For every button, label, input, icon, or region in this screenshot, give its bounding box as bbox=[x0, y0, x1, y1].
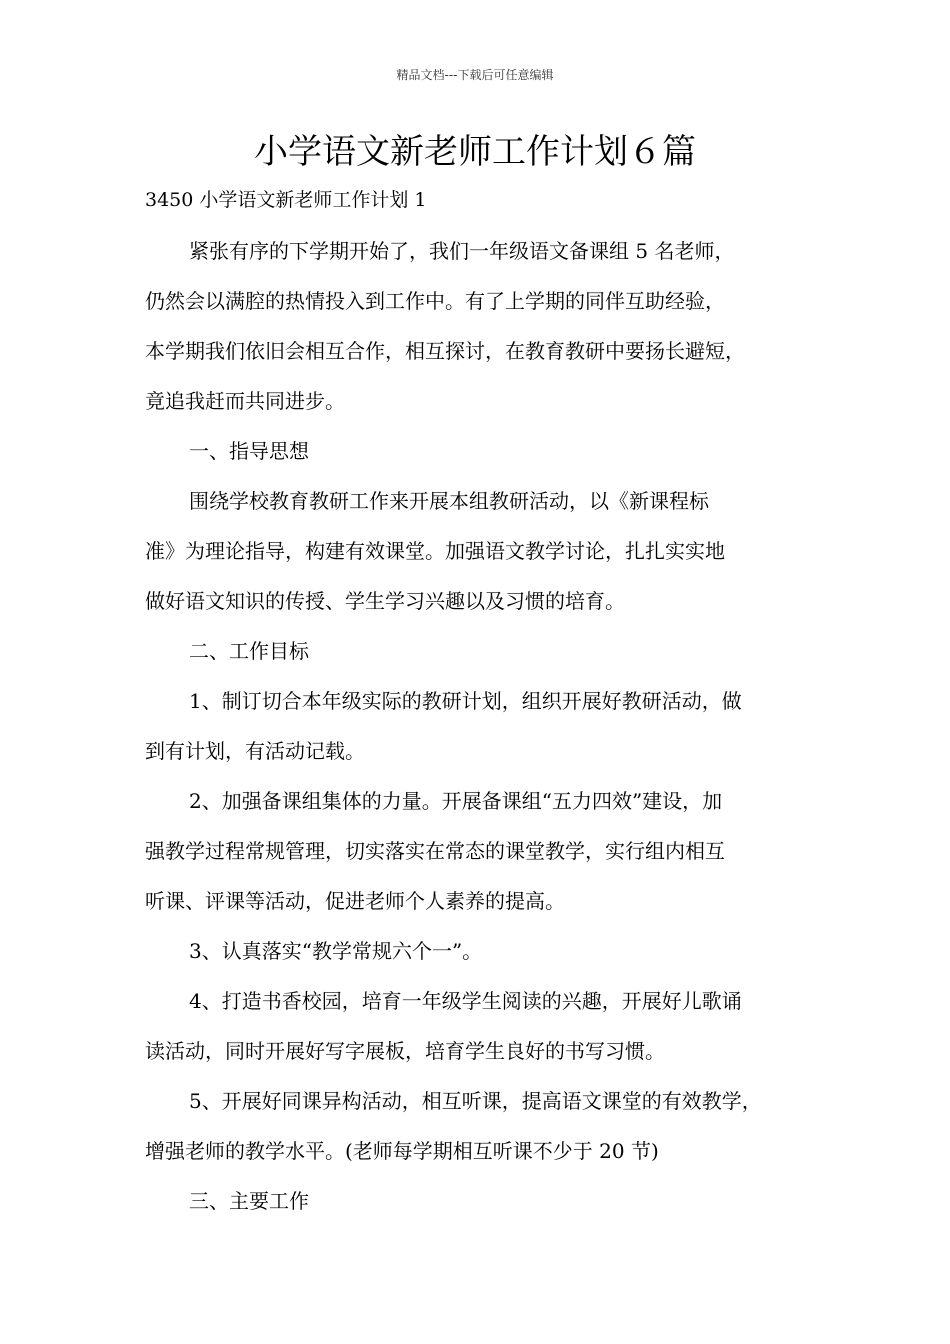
list-item-line: 2、加强备课组集体的力量。开展备课组“五力四效”建设，加 bbox=[189, 789, 723, 813]
list-item-line: 3、认真落实“教学常规六个一”。 bbox=[189, 939, 483, 963]
paragraph-line: 紧张有序的下学期开始了，我们一年级语文备课组 5 名老师， bbox=[189, 239, 735, 263]
list-item-line: 增强老师的教学水平。(老师每学期相互听课不少于 20 节) bbox=[145, 1139, 659, 1163]
list-item-line: 4、打造书香校园，培育一年级学生阅读的兴趣，开展好儿歌诵 bbox=[189, 989, 742, 1013]
header-note: 精品文档---下载后可任意编辑 bbox=[396, 68, 554, 82]
list-item-line: 读活动，同时开展好写字展板，培育学生良好的书写习惯。 bbox=[145, 1039, 665, 1063]
section-heading: 二、工作目标 bbox=[189, 639, 309, 663]
document-title: 小学语文新老师工作计划６篇 bbox=[254, 132, 696, 172]
paragraph-line: 准》为理论指导，构建有效课堂。加强语文教学讨论，扎扎实实地 bbox=[145, 539, 725, 563]
paragraph-line: 做好语文知识的传授、学生学习兴趣以及习惯的培育。 bbox=[145, 589, 625, 613]
paragraph-line: 仍然会以满腔的热情投入到工作中。有了上学期的同伴互助经验， bbox=[145, 289, 725, 313]
list-item-line: 到有计划，有活动记载。 bbox=[145, 739, 365, 763]
section-heading: 一、指导思想 bbox=[189, 439, 309, 463]
list-item-line: 强教学过程常规管理，切实落实在常态的课堂教学，实行组内相互 bbox=[145, 839, 725, 863]
list-item-line: 听课、评课等活动，促进老师个人素养的提高。 bbox=[145, 889, 565, 913]
paragraph-line: 竟追我赶而共同进步。 bbox=[145, 389, 345, 413]
paragraph-line: 围绕学校教育教研工作来开展本组教研活动，以《新课程标 bbox=[189, 489, 709, 513]
list-item-line: 1、制订切合本年级实际的教研计划，组织开展好教研活动，做 bbox=[189, 689, 742, 713]
subtitle: 3450 小学语文新老师工作计划 1 bbox=[145, 189, 427, 211]
list-item-line: 5、开展好同课异构活动，相互听课，提高语文课堂的有效教学， bbox=[189, 1089, 762, 1113]
paragraph-line: 本学期我们依旧会相互合作，相互探讨，在教育教研中要扬长避短， bbox=[145, 339, 745, 363]
body-text bbox=[145, 236, 825, 1236]
section-heading: 三、主要工作 bbox=[189, 1189, 309, 1213]
